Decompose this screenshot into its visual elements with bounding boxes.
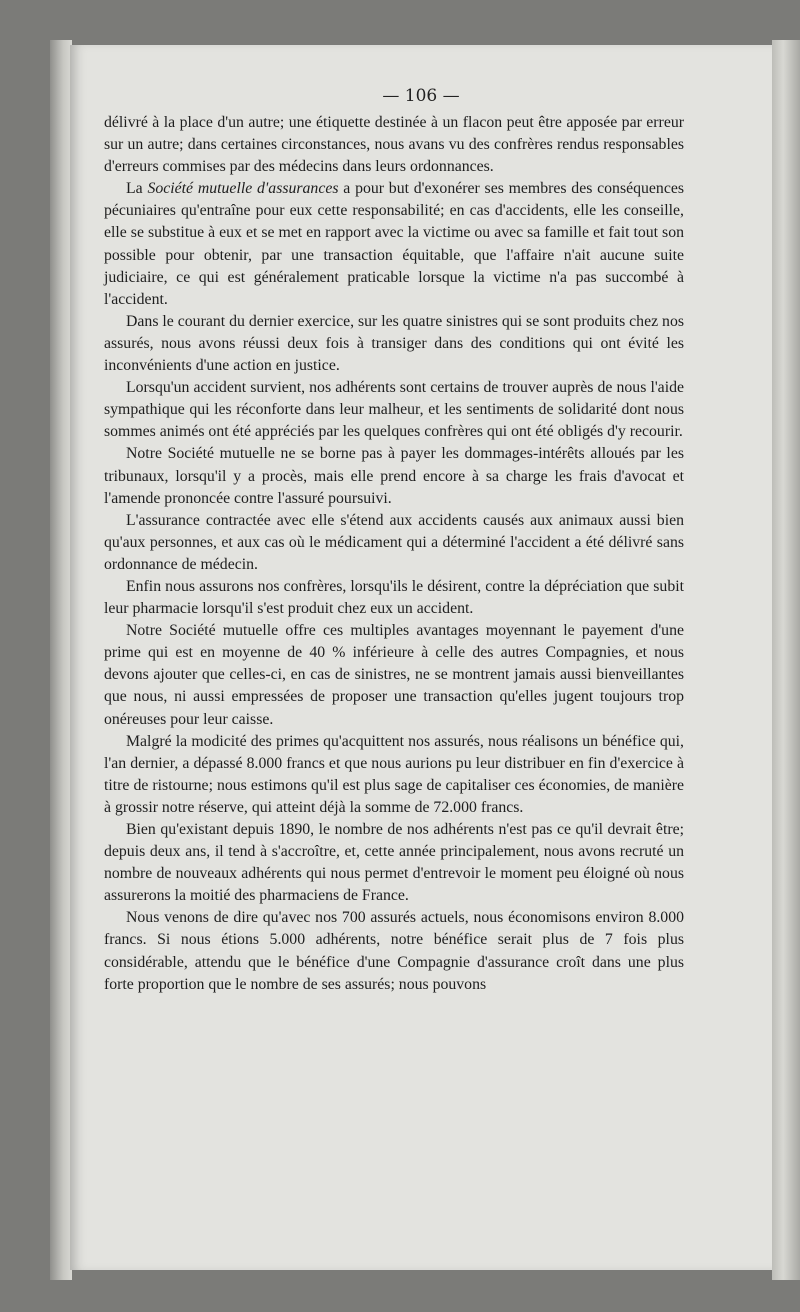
next-page-edge [772, 40, 800, 1280]
body-text [104, 112, 684, 996]
paragraph: délivré à la place d'un autre; une étiquette destinée à un flacon peut être apposée par erreur sur un autre; dans certaines circonstances, nous avans vu des confrères rendus responsables d'erreurs commises par des médecins dans leurs ordonnances. [104, 114, 684, 176]
paragraph: Nous venons de dire qu'avec nos 700 assurés actuels, nous économisons environ 8.000 francs. Si nous étions 5.000 adhérents, notre bénéfice serait plus de 7 fois plus considérable, attendu que le bénéfice d'une Compagnie d'assurance croît dans une plus forte proportion que le nombre de ses assurés; nous pouvons [104, 909, 684, 993]
paragraph-body: a pour but d'exonérer ses membres des conséquences pécuniaires qu'entraîne pour eux cette responsabilité; en cas d'accidents, elle les conseille, elle se substitue à eux et se met en rapport avec la victime ou avec sa famille et fait tout son possible pour obtenir, par une transaction équitable, que l'affaire n'ait aucune suite judiciaire, ce qui est généralement praticable lorsque la victime n'a pas succombé à l'accident. [104, 180, 684, 308]
paragraph: L'assurance contractée avec elle s'étend aux accidents causés aux animaux aussi bien qu'aux personnes, et aux cas où le médicament qui a déterminé l'accident a été délivré sans ordonnance de médecin. [104, 511, 684, 573]
paragraph: Enfin nous assurons nos confrères, lorsqu'ils le désirent, contre la dépréciation que subit leur pharmacie lorsqu'il s'est produit chez eux un accident. [104, 577, 684, 618]
page-number: — 106 — [382, 86, 460, 106]
paragraph: Notre Société mutuelle ne se borne pas à payer les dommages-intérêts alloués par les tribunaux, lorsqu'il y a procès, mais elle prend encore à sa charge les frais d'avocat et l'amende prononcée contre l'assuré poursuivi. [104, 445, 684, 507]
paragraph: Bien qu'existant depuis 1890, le nombre de nos adhérents n'est pas ce qu'il devrait être; depuis deux ans, il tend à s'accroître, et, cette année principalement, nous avons recruté un nombre de nouveaux adhérents qui nous permet d'entrevoir le moment peu éloigné où nous assurerons la moitié des pharmaciens de France. [104, 821, 684, 905]
paragraph [104, 178, 684, 311]
paragraph: Dans le courant du dernier exercice, sur les quatre sinistres qui se sont produits chez nos assurés, nous avons réussi deux fois à transiger dans des conditions qui ont évité les inconvénients d'une action en justice. [104, 312, 684, 375]
paragraph: Notre Société mutuelle offre ces multiples avantages moyennant le payement d'une prime qui est en moyenne de 40 % inférieure à celle des autres Compagnies, et nous devons ajouter que celles-ci, en cas de sinistres, ne se montrent jamais aussi bienveillantes que nous, ni aussi empressées de proposer une transaction qu'elles jugent toujours trop onéreuses pour leur caisse. [104, 622, 684, 728]
book-binding [50, 40, 72, 1280]
paragraph: Lorsqu'un accident survient, nos adhérents sont certains de trouver auprès de nous l'aide sympathique qui les réconforte dans leur malheur, et les sentiments de solidarité dont nous sommes animés ont été appréciés par les quelques confrères qui ont été obligés d'y recourir. [104, 379, 684, 441]
paragraph: Malgré la modicité des primes qu'acquittent nos assurés, nous réalisons un bénéfice qui, l'an dernier, a dépassé 8.000 francs et que nous aurions pu leur distribuer en fin d'exercice à titre de ristourne; nous estimons qu'il est plus sage de capitaliser ces économies, de manière à grossir notre réserve, qui atteint déjà la somme de 72.000 francs. [104, 732, 684, 816]
paragraph-lead: La [126, 180, 148, 198]
society-name: Société mutuelle d'assurances [147, 180, 339, 198]
